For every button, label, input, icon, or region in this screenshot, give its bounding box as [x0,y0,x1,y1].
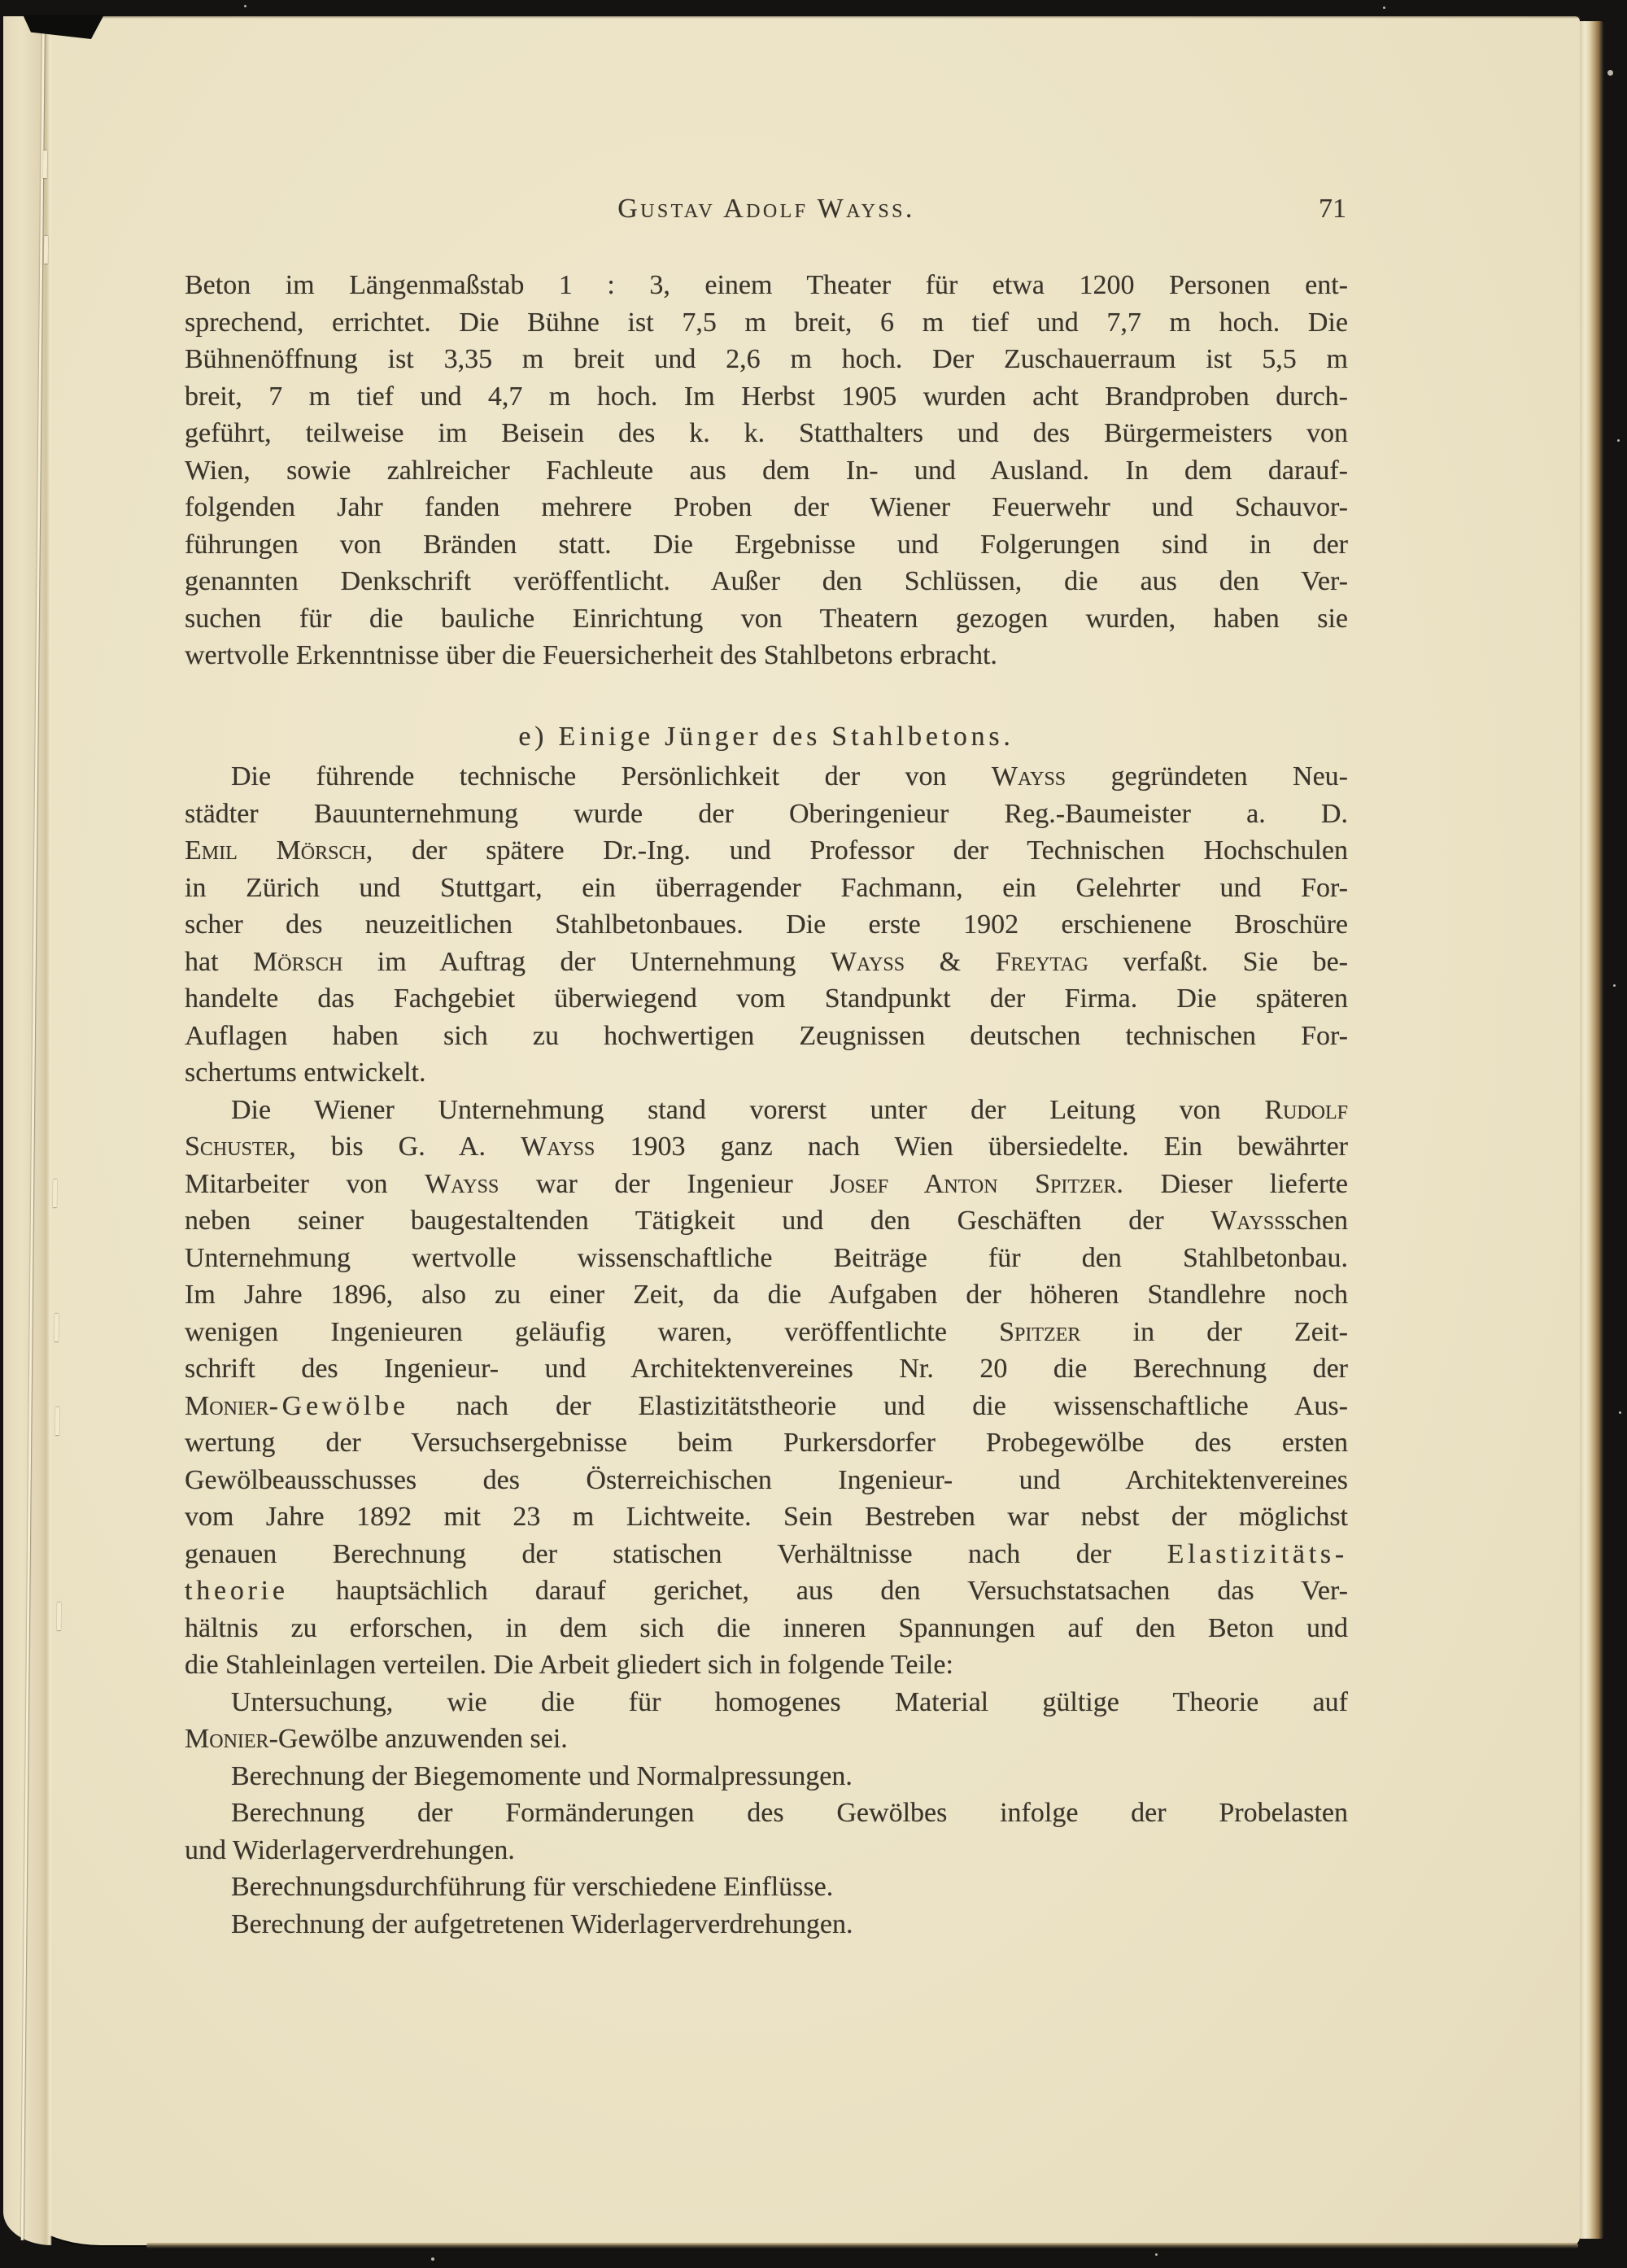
paragraph [185,1684,1348,1758]
text-line [185,1166,1348,1203]
scan-speck [1155,2253,1158,2256]
text-run: Unternehmung wertvolle wissenschaftliche Beiträge für den Stahlbetonbau. [185,1242,1348,1273]
text-run: in der Zeit- [1080,1316,1349,1347]
text-line [185,489,1348,526]
text-run: neben seiner baugestaltenden Tätigkeit und den Geschäften der [185,1206,1211,1236]
text-line [185,1092,1348,1129]
text-run: hältnis zu erforschen, in dem sich die inneren Spannungen auf den Beton und [185,1612,1348,1643]
scan-speck [1383,7,1385,9]
text-line [185,718,1348,756]
text-column [185,190,1348,1943]
text-run: , bis G. A. [289,1132,521,1162]
text-run: Spitzer [999,1316,1081,1347]
text-run: schrift des Ingenieur- und Architektenvereines Nr. 20 die Berechnung der [185,1354,1348,1384]
text-run: Gewölbeausschusses des Österreichischen Ingenieur- und Architektenvereines [185,1464,1348,1495]
text-run: suchen für die bauliche Einrichtung von Theatern gezogen wurden, haben sie [185,603,1348,634]
text-run: schertums entwickelt. [185,1058,426,1088]
text-run: wertung der Versuchsergebnisse beim Purkersdorfer Probegewölbe des ersten [185,1428,1348,1458]
text-line [185,1536,1348,1573]
page-header [185,190,1348,228]
text-run: Elastizitäts- [1167,1538,1348,1569]
text-run: Die führende technische Persönlichkeit der von [231,761,992,792]
binding-stitch [44,236,48,264]
text-line [185,1906,1348,1943]
text-line [185,267,1348,304]
text-run: Mitarbeiter von [185,1168,425,1199]
text-run: vom Jahre 1892 mit 23 m Lichtweite. Sein Bestreben war nebst der möglichst [185,1502,1348,1532]
text-line [185,1388,1348,1425]
text-run: sprechend, errichtet. Die Bühne ist 7,5 m breit, 6 m tief und 7,7 m hoch. Die [185,307,1348,338]
text-line [185,1610,1348,1647]
text-line [185,870,1348,907]
text-line [185,600,1348,638]
text-line [185,1240,1348,1277]
text-line [185,944,1348,981]
text-run: . Dieser lieferte [1116,1168,1349,1199]
paragraph [185,1906,1348,1943]
text-line [185,1758,1348,1795]
text-run: geführt, teilweise im Beisein des k. k. Statthalters und des Bürgermeisters von [185,418,1348,448]
text-run: Untersuchung, wie die für homogenes Material gültige Theorie auf [231,1686,1348,1717]
text-line [185,1721,1348,1758]
page-edge-strips [1580,21,1604,2239]
text-run: -Gewölbe anzuwenden sei. [268,1724,568,1754]
section-heading [185,718,1348,756]
text-run: Die Wiener Unternehmung stand vorerst unter der Leitung von [231,1094,1265,1125]
text-run: wenigen Ingenieuren geläufig waren, veröffentlichte [185,1316,1000,1347]
binding-stitch [57,1603,61,1630]
text-run: Bühnenöffnung ist 3,35 m breit und 2,6 m hoch. Der Zuschauerraum ist 5,5 m [185,344,1348,374]
paragraph [185,1795,1348,1869]
text-run: nach der Elastizitätstheorie und die wissenschaftliche Aus- [408,1390,1348,1421]
text-run: Rudolf [1264,1094,1348,1125]
text-line [185,1572,1348,1610]
paragraph [185,1092,1348,1684]
text-line [185,415,1348,452]
text-line [185,1462,1348,1499]
running-header-title: Gustav Adolf Wayss. [617,194,915,224]
text-line [185,563,1348,600]
text-run: Wayss [425,1168,499,1199]
paragraph [185,267,1348,674]
text-line [185,796,1348,833]
text-run: -Gewölbe [268,1390,409,1421]
text-run: 1903 ganz nach Wien übersiedelte. Ein bewährter [595,1132,1348,1162]
text-line [185,1128,1348,1166]
scan-speck [1613,984,1616,987]
text-run: hauptsächlich darauf gerichet, aus den Versuchstatsachen das Ver- [288,1576,1348,1606]
text-run: Wayss [830,946,905,977]
text-run: schen [1285,1206,1348,1236]
text-run: breit, 7 m tief und 4,7 m hoch. Im Herbst 1905 wurden acht Brandproben durch- [185,381,1348,412]
scan-speck [1617,439,1620,442]
text-run: theorie [185,1576,289,1606]
text-run: e) Einige Jünger des Stahlbetons. [518,721,1014,752]
text-run: Berechnung der Formänderungen des Gewölbes infolge der Probelasten [231,1798,1348,1828]
text-run: wertvolle Erkenntnisse über die Feuersicherheit des Stahlbetons erbracht. [185,640,997,670]
text-run: war der Ingenieur [499,1168,831,1199]
text-line [185,1832,1348,1869]
text-run: handelte das Fachgebiet überwiegend vom Standpunkt der Firma. Die späteren [185,984,1348,1014]
scan-speck [244,5,246,7]
text-run: Schuster [185,1132,290,1162]
paragraph [185,758,1348,1092]
scan-speck [431,2257,434,2261]
text-run: die Stahleinlagen verteilen. Die Arbeit gliedert sich in folgende Teile: [185,1650,953,1680]
text-line [185,526,1348,564]
text-run: Wayss [521,1132,595,1162]
page-gutter [3,16,52,2245]
scan-speck [1607,70,1613,76]
text-line [185,1498,1348,1536]
text-line [185,1018,1348,1055]
text-run: Auflagen haben sich zu hochwertigen Zeugnissen deutschen technischen For- [185,1020,1348,1051]
text-run: im Auftrag der Unternehmung [342,946,831,977]
text-run: Berechnungsdurchführung für verschiedene Einflüsse. [231,1872,834,1902]
text-run: und Widerlagerverdrehungen. [185,1834,515,1865]
text-line [185,637,1348,674]
text-run: folgenden Jahr fanden mehrere Proben der Wiener Feuerwehr und Schauvor- [185,492,1348,522]
text-run: gegründeten Neu- [1066,761,1348,792]
text-line [185,1684,1348,1721]
text-run: Wayss [991,761,1066,792]
text-run: Berechnung der aufgetretenen Widerlagerverdrehungen. [231,1908,853,1939]
text-run: in Zürich und Stuttgart, ein überragender Fachmann, ein Gelehrter und For- [185,872,1348,903]
text-block [185,267,1348,1943]
text-line [185,341,1348,378]
text-run: Josef Anton Spitzer [830,1168,1117,1199]
text-line [185,1202,1348,1240]
text-line [185,1314,1348,1351]
text-line [185,906,1348,944]
text-run: verfaßt. Sie be- [1088,946,1348,977]
text-run: Wien, sowie zahlreicher Fachleute aus dem In- und Ausland. In dem darauf- [185,455,1348,486]
binding-stitch [53,1180,57,1207]
paragraph [185,1758,1348,1795]
binding-stitch [43,150,47,178]
text-run: & [905,946,996,977]
paragraph [185,1869,1348,1906]
text-run: Wayss [1210,1206,1285,1236]
text-line [185,1869,1348,1906]
scan-speck [1619,1411,1621,1414]
binding-stitch [55,1314,59,1341]
page-bottom-edge [146,2243,1578,2248]
text-line [185,1350,1348,1388]
text-run: städter Bauunternehmung wurde der Oberingenieur Reg.-Baumeister a. D. [185,798,1348,829]
text-run: Mörsch [253,946,343,977]
text-run: , der spätere Dr.-Ing. und Professor der Technischen Hochschulen [365,835,1348,866]
text-line [185,304,1348,342]
text-line [185,1054,1348,1092]
text-run: Monier [185,1390,269,1421]
text-run: Freytag [995,946,1088,977]
text-run: scher des neuzeitlichen Stahlbetonbaues. Die erste 1902 erschienene Broschüre [185,909,1348,940]
page-number: 71 [1319,194,1346,224]
binding-stitch [55,1407,59,1435]
text-run: führungen von Bränden statt. Die Ergebnisse und Folgerungen sind in der [185,529,1348,560]
text-line [185,378,1348,416]
text-run: Im Jahre 1896, also zu einer Zeit, da die Aufgaben der höheren Standlehre noch [185,1280,1348,1310]
text-run: genannten Denkschrift veröffentlicht. Außer den Schlüssen, die aus den Ver- [185,566,1348,596]
text-line [185,1424,1348,1462]
text-line [185,1276,1348,1314]
text-run: Monier [185,1724,269,1754]
text-line [185,1795,1348,1832]
text-line [185,1646,1348,1684]
text-run: Emil Mörsch [185,835,366,866]
text-run: hat [185,946,254,977]
text-line [185,452,1348,490]
book-page [3,16,1580,2245]
text-line [185,758,1348,796]
text-line [185,980,1348,1018]
text-run: Beton im Längenmaßstab 1 : 3, einem Theater für etwa 1200 Personen ent- [185,270,1348,300]
text-run: genauen Berechnung der statischen Verhältnisse nach der [185,1538,1167,1569]
text-line [185,832,1348,870]
text-run: Berechnung der Biegemomente und Normalpressungen. [231,1760,853,1791]
